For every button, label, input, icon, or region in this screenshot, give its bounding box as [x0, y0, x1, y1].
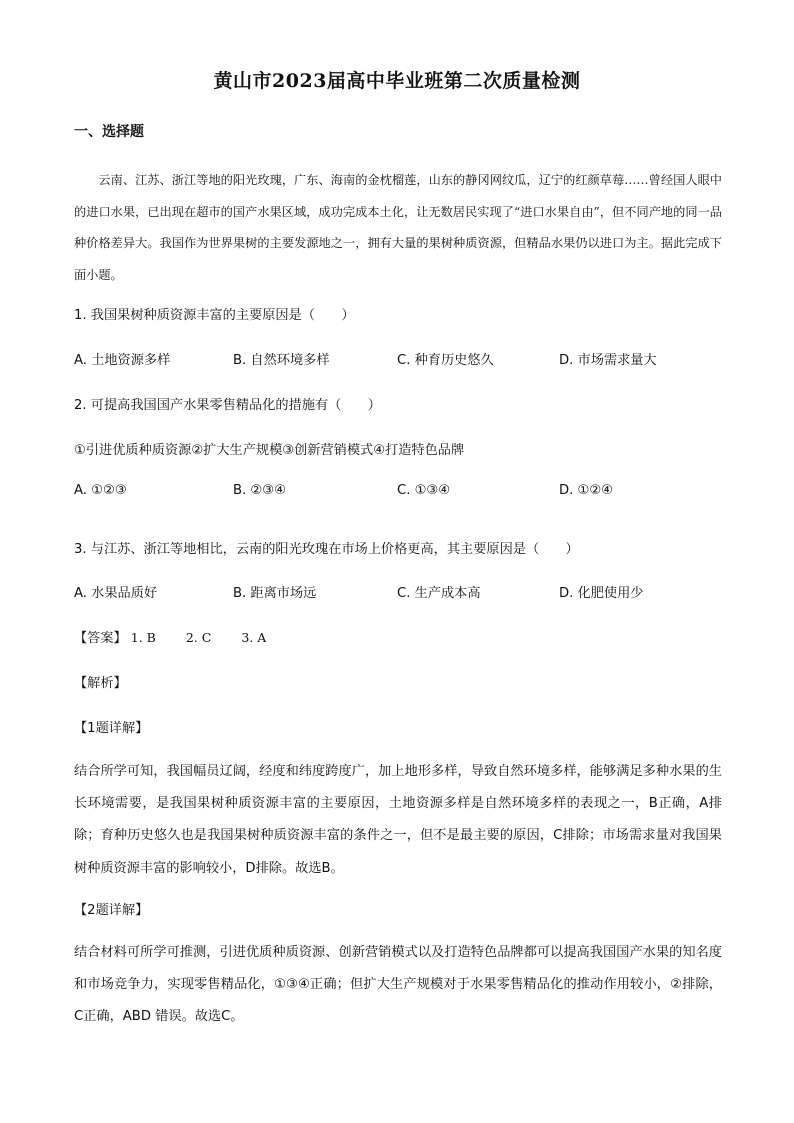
question-1-option-d: D. 市场需求量大 [559, 353, 657, 368]
answer-label: 【答案】 [74, 631, 127, 646]
question-3-option-b: B. 距离市场远 [233, 586, 317, 601]
detail-2-text: 结合材料可所学可推测，引进优质种质资源、创新营销模式以及打造特色品牌都可以提高我国国产水果的知名度和市场竞争力，实现零售精品化，①③④正确；但扩大生产规模对于水果零售精品化的推动作用较小，②排除，C正确，ABD 错误。故选C。 [74, 945, 722, 1025]
question-2-option-a: A. ①②③ [74, 483, 127, 498]
question-3-option-a: A. 水果品质好 [74, 586, 158, 601]
material-passage [74, 165, 722, 291]
section-heading: 一、选择题 [74, 124, 144, 140]
detail-1-heading: 【1题详解】 [74, 721, 149, 736]
answer-item: 3. A [241, 630, 267, 645]
question-1-option-a: A. 土地资源多样 [74, 353, 171, 368]
analysis-label: 【解析】 [74, 676, 127, 691]
answer-line [74, 627, 292, 646]
question-1-option-c: C. 种育历史悠久 [397, 353, 494, 368]
question-2-option-d: D. ①②④ [559, 483, 614, 498]
question-3-option-d: D. 化肥使用少 [559, 586, 644, 601]
material-text: 云南、江苏、浙江等地的阳光玫瑰，广东、海南的金枕榴莲，山东的静冈网纹瓜，辽宁的红颜草莓……曾经国人眼中的进口水果，已出现在超市的国产水果区域，成功完成本土化，让无数居民实现了“进口水果自由”，但不同产地的同一品种价格差异大。我国作为世界果树的主要发源地之一，拥有大量的果树种质资源，但精品水果仍以进口为主。据此完成下面小题。 [74, 173, 722, 282]
answer-item: 1. B [130, 630, 156, 645]
question-1-stem: 1. 我国果树种质资源丰富的主要原因是（ ） [74, 308, 355, 323]
detail-1-text: 结合所学可知，我国幅员辽阔，经度和纬度跨度广，加上地形多样，导致自然环境多样，能够满足多种水果的生长环境需要，是我国果树种质资源丰富的主要原因，土地资源多样是自然环境多样的表现之一，B正确，A排除；育种历史悠久也是我国果树种质资源丰富的条件之一，但不是最主要的原因，C排除；市场需求量对我国果树种质资源丰富的影响较小，D排除。故选B。 [74, 764, 722, 876]
question-1-option-b: B. 自然环境多样 [233, 353, 330, 368]
question-2-statements: ①引进优质种质资源②扩大生产规模③创新营销模式④打造特色品牌 [74, 443, 465, 458]
detail-2-heading: 【2题详解】 [74, 903, 149, 918]
question-3-option-c: C. 生产成本高 [397, 586, 481, 601]
page-title: 黄山市2023届高中毕业班第二次质量检测 [213, 70, 581, 92]
question-2-option-b: B. ②③④ [233, 483, 286, 498]
question-2-stem: 2. 可提高我国国产水果零售精品化的措施有（ ） [74, 398, 381, 413]
question-3-stem: 3. 与江苏、浙江等地相比，云南的阳光玫瑰在市场上价格更高，其主要原因是（ ） [74, 542, 579, 557]
question-2-option-c: C. ①③④ [397, 483, 451, 498]
answer-item: 2. C [185, 630, 212, 645]
